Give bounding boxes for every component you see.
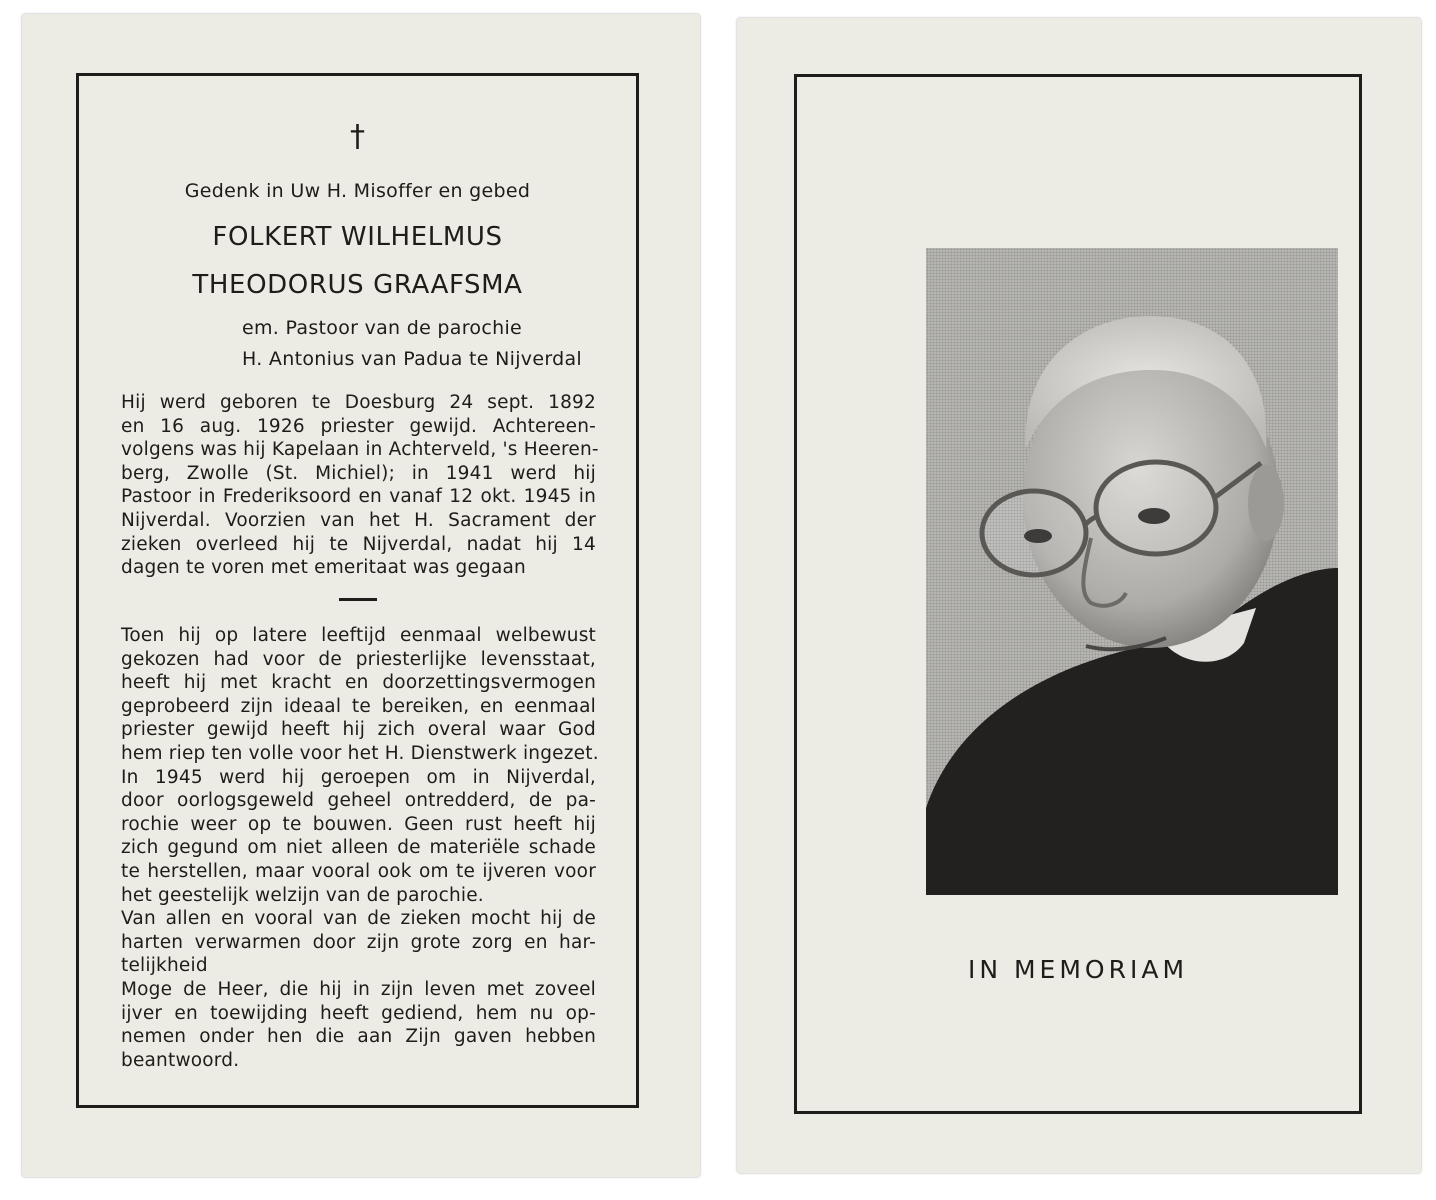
- bio-line: Hij werd geboren te Doesburg 24 sept. 1892: [121, 392, 596, 413]
- eulogy-line: het geestelijk welzijn van de parochie.: [121, 884, 484, 906]
- eulogy-line: telijkheid: [121, 955, 208, 977]
- eulogy-line: Moge de Heer, die hij in zijn leven met zoveel: [121, 978, 596, 1000]
- role-line-1: em. Pastoor van de parochie: [242, 317, 523, 339]
- eulogy-line: gekozen had voor de priesterlijke levensstaat,: [121, 648, 596, 670]
- biography-paragraph: [121, 391, 599, 580]
- card-border-frame: [794, 74, 1362, 1114]
- section-divider: [339, 598, 377, 601]
- eulogy-line: priester gewijd heeft hij zich overal waar God: [121, 719, 596, 741]
- eulogy-line: beantwoord.: [121, 1049, 240, 1071]
- role-line-2: H. Antonius van Padua te Nijverdal: [242, 348, 582, 370]
- eulogy-line: Van allen en vooral van de zieken mocht hij de: [121, 908, 596, 930]
- bio-line: dagen te voren met emeritaat was gegaan: [121, 557, 526, 579]
- priest-portrait-illustration: [926, 248, 1338, 895]
- bio-line: zieken overleed hij te Nijverdal, nadat hij 14: [121, 533, 596, 555]
- eulogy-line: ijver en toewijding heeft gediend, hem nu op-: [121, 1002, 596, 1024]
- eulogy-line: hem riep ten volle voor het H. Dienstwerk ingezet.: [121, 742, 599, 764]
- deceased-name-line-1: FOLKERT WILHELMUS: [212, 222, 503, 252]
- eulogy-line: heeft hij met kracht en doorzettingsvermogen: [121, 672, 596, 694]
- card-border-frame: [76, 73, 639, 1108]
- eulogy-line: geprobeerd zijn ideaal te bereiken, en eenmaal: [121, 695, 596, 717]
- bio-line: volgens was hij Kapelaan in Achterveld, 's Heeren-: [121, 439, 599, 461]
- eulogy-line: zich gegund om niet alleen de materiële schade: [121, 837, 596, 859]
- left-eye: [1024, 529, 1052, 543]
- bio-line: berg, Zwolle (St. Michiel); in 1941 werd hij: [121, 462, 596, 484]
- eulogy-line: rochie weer op te bouwen. Geen rust heeft hij: [121, 813, 596, 835]
- eulogy-line: harten verwarmen door zijn grote zorg en har-: [121, 931, 596, 953]
- bio-line: Pastoor in Frederiksoord en vanaf 12 okt. 1945 in: [121, 486, 596, 508]
- eulogy-line: door oorlogsgeweld geheel ontredderd, de pa-: [121, 790, 596, 812]
- cross-symbol: †: [350, 119, 365, 154]
- memorial-card-text-side: [22, 14, 700, 1177]
- prayer-intro: Gedenk in Uw H. Misoffer en gebed: [184, 180, 531, 202]
- memorial-card-portrait-side: [737, 18, 1421, 1173]
- eulogy-line: In 1945 werd hij geroepen om in Nijverdal,: [121, 766, 596, 788]
- ear-shape: [1248, 465, 1284, 541]
- bio-line: Nijverdal. Voorzien van het H. Sacrament der: [121, 509, 596, 531]
- bio-line: en 16 aug. 1926 priester gewijd. Achtereen-: [121, 415, 596, 437]
- deceased-name-line-2: THEODORUS GRAAFSMA: [192, 270, 523, 300]
- eulogy-line: nemen onder hen die aan Zijn gaven hebben: [121, 1026, 596, 1048]
- eulogy-line: te herstellen, maar vooral ook om te ijveren voor: [121, 860, 596, 882]
- right-eye: [1138, 508, 1170, 524]
- in-memoriam-caption: IN MEMORIAM: [967, 955, 1189, 984]
- eulogy-paragraph: [121, 624, 599, 1072]
- portrait-photo: [926, 248, 1338, 895]
- eulogy-line: Toen hij op latere leeftijd eenmaal welbewust: [121, 625, 596, 646]
